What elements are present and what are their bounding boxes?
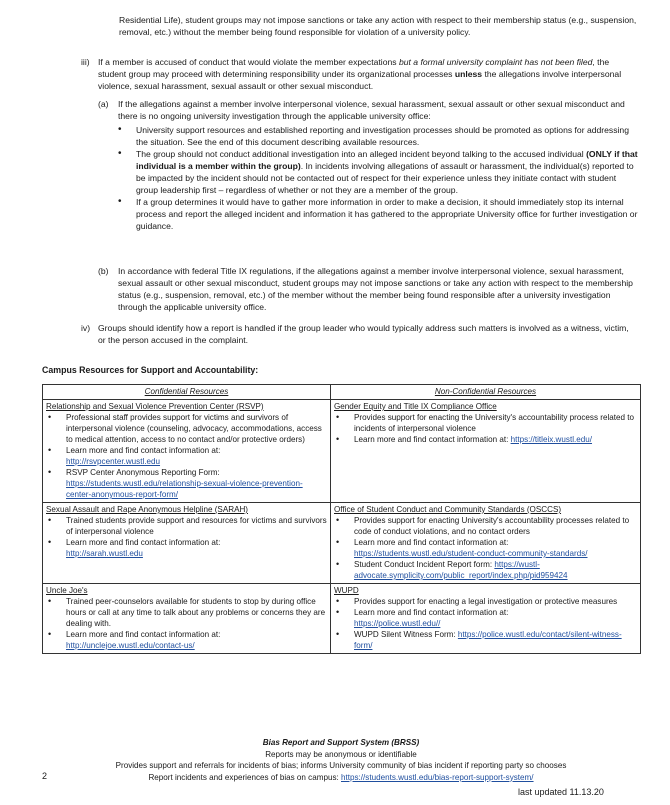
item-b-text: In accordance with federal Title IX regulations, if the allegations against a member involve interpersonal violence, sexual harassment, sexual assault or other sexual misconduct, student groups may not impose sanctions or take any action with respect to the membership status (e.g., suspension, removal, etc.) of the member without the member being found responsible after a university investigation through the applicable university office. <box>118 266 633 312</box>
wupd-title: WUPD <box>334 586 359 595</box>
list-item: • Provides support for enacting a legal investigation or protective measures <box>334 596 637 607</box>
list-item: • Trained peer-counselors available for students to stop by during office hours or call at any time to talk about any problems or concerns they are dealing with. <box>46 596 327 629</box>
table-header-row <box>43 385 641 400</box>
titleix-link[interactable]: https://titleix.wustl.edu/ <box>510 435 593 444</box>
osccs-cell <box>331 503 641 584</box>
item-a-text: If the allegations against a member involve interpersonal violence, sexual harassment, sexual assault or other sexual misconduct and there is no ongoing university investigation through the applicable university office: <box>118 99 625 121</box>
list-item: • Learn more and find contact information at: http://rsvpcenter.wustl.edu <box>46 445 327 467</box>
table-row <box>43 503 641 584</box>
osccs-link[interactable]: https://students.wustl.edu/student-conduct-community-standards/ <box>354 549 588 558</box>
sarah-bullets <box>46 515 327 559</box>
titleix-title: Gender Equity and Title IX Compliance Office <box>334 402 497 411</box>
list-item: • Professional staff provides support for victims and survivors of interpersonal violence (counseling, advocacy, accommodations, access to medical attention, access to no contact and/or protective orders) <box>46 412 327 445</box>
item-iv-text: Groups should identify how a report is handled if the group leader who would typically address such matters is involved as a witness, victim, or the person accused in the complaint. <box>98 323 629 345</box>
unclejoe-title: Uncle Joe's <box>46 586 88 595</box>
non-confidential-header: Non-Confidential Resources <box>331 385 641 400</box>
resources-heading: Campus Resources for Support and Accountability: <box>42 365 259 375</box>
list-item: • University support resources and established reporting and investigation processes should be promoted as options for addressing the situation. See the end of this document describing available resources. <box>114 124 638 148</box>
item-b <box>98 265 638 313</box>
page-number: 2 <box>42 771 48 781</box>
list-item: • The group should not conduct additional investigation into an alleged incident beyond talking to the accused individual (ONLY if that individual is a member within the group). In incidents involving allegations of assault or harassment, the individual(s) reported to be impacted by the incident should not be contacted out of respect for their experience unless they initiate contact with student group leadership first – regardless of whether or not they are a member of the group. <box>114 148 638 196</box>
brss-line-1: Reports may be anonymous or identifiable <box>265 749 417 759</box>
item-a-bullets <box>114 124 638 232</box>
brss-line-2: Provides support and referrals for incidents of bias; informs University community of bias incident if reporting party so chooses <box>115 761 567 770</box>
list-item: • Learn more and find contact information at: http://unclejoe.wustl.edu/contact-us/ <box>46 629 327 651</box>
item-iii-text: If a member is accused of conduct that would violate the member expectations but a formal university complaint has not been filed, the student group may proceed with determining responsibility under its organizational processes unless the allegations involve interpersonal violence, sexual harassment, sexual assault or other sexual misconduct. <box>98 57 622 91</box>
brss-link[interactable]: https://students.wustl.edu/bias-report-support-system/ <box>341 772 534 782</box>
list-item: • Student Conduct Incident Report form: https://wustl-advocate.symplicity.com/public_report/index.php/pid959424 <box>334 559 637 581</box>
list-item: • If a group determines it would have to gather more information in order to make a decision, it should immediately stop its internal process and report the alleged incident and information it has gathered to the appropriate University office for further investigation or guidance. <box>114 196 638 232</box>
osccs-report-form-link[interactable]: https://wustl-advocate.symplicity.com/public_report/index.php/pid959424 <box>354 560 568 580</box>
rsvp-cell <box>43 400 331 503</box>
rsvp-report-form-link[interactable]: https://students.wustl.edu/relationship-sexual-violence-prevention-center-anonymous-report-form/ <box>66 479 303 499</box>
sarah-title: Sexual Assault and Rape Anonymous Helpline (SARAH) <box>46 505 249 514</box>
list-item: • RSVP Center Anonymous Reporting Form: https://students.wustl.edu/relationship-sexual-violence-prevention-center-anonymous-report-form/ <box>46 467 327 500</box>
brss-title: Bias Report and Support System (BRSS) <box>262 738 420 747</box>
sarah-link[interactable]: http://sarah.wustl.edu <box>66 549 143 558</box>
rsvp-title: Relationship and Sexual Violence Prevention Center (RSVP) <box>46 402 264 411</box>
sarah-cell <box>43 503 331 584</box>
table-row <box>43 400 641 503</box>
brss-section <box>42 737 640 783</box>
resources-table <box>42 384 641 654</box>
titleix-cell <box>331 400 641 503</box>
rsvp-bullets <box>46 412 327 500</box>
unclejoe-link[interactable]: http://unclejoe.wustl.edu/contact-us/ <box>66 641 195 650</box>
list-item: • Learn more and find contact information at: http://sarah.wustl.edu <box>46 537 327 559</box>
list-item: • Provides support for enacting the University's accountability process related to incidents of interpersonal violence <box>334 412 637 434</box>
list-item: • Learn more and find contact information at: https://students.wustl.edu/student-conduct-community-standards/ <box>334 537 637 559</box>
list-item: • Learn more and find contact information at: https://police.wustl.edu// <box>334 607 637 629</box>
last-updated: last updated 11.13.20 <box>518 787 604 797</box>
wupd-silent-witness-link[interactable]: https://police.wustl.edu/contact/silent-witness-form/ <box>354 630 622 650</box>
item-a-number: (a) <box>98 99 109 109</box>
list-item: • Trained students provide support and resources for victims and survivors of interpersonal violence <box>46 515 327 537</box>
continuation-text: Residential Life), student groups may not impose sanctions or take any action with respect to their membership status (e.g., suspension, removal, etc.) without the member being found responsible for violation of a university policy. <box>119 15 637 37</box>
confidential-header: Confidential Resources <box>43 385 331 400</box>
osccs-title: Office of Student Conduct and Community Standards (OSCCS) <box>334 505 562 514</box>
item-iii-number: iii) <box>81 57 90 67</box>
wupd-link[interactable]: https://police.wustl.edu// <box>354 619 441 628</box>
item-iv <box>81 322 637 346</box>
wupd-cell <box>331 584 641 654</box>
item-b-number: (b) <box>98 266 109 276</box>
rsvp-link[interactable]: http://rsvpcenter.wustl.edu <box>66 457 161 466</box>
list-item: • WUPD Silent Witness Form: https://police.wustl.edu/contact/silent-witness-form/ <box>334 629 637 651</box>
table-row <box>43 584 641 654</box>
item-a <box>98 98 638 232</box>
osccs-bullets <box>334 515 637 581</box>
unclejoe-cell <box>43 584 331 654</box>
list-item: • Learn more and find contact information at: https://titleix.wustl.edu/ <box>334 434 637 445</box>
list-item: • Provides support for enacting University's accountability processes related to code of conduct violations, and no contact orders <box>334 515 637 537</box>
item-iv-number: iv) <box>81 323 91 333</box>
continuation-paragraph <box>119 14 637 38</box>
brss-line-3: Report incidents and experiences of bias on campus: https://students.wustl.edu/bias-report-support-system/ <box>148 772 534 782</box>
titleix-bullets <box>334 412 637 445</box>
unclejoe-bullets <box>46 596 327 651</box>
item-iii <box>81 56 637 92</box>
wupd-bullets <box>334 596 637 651</box>
